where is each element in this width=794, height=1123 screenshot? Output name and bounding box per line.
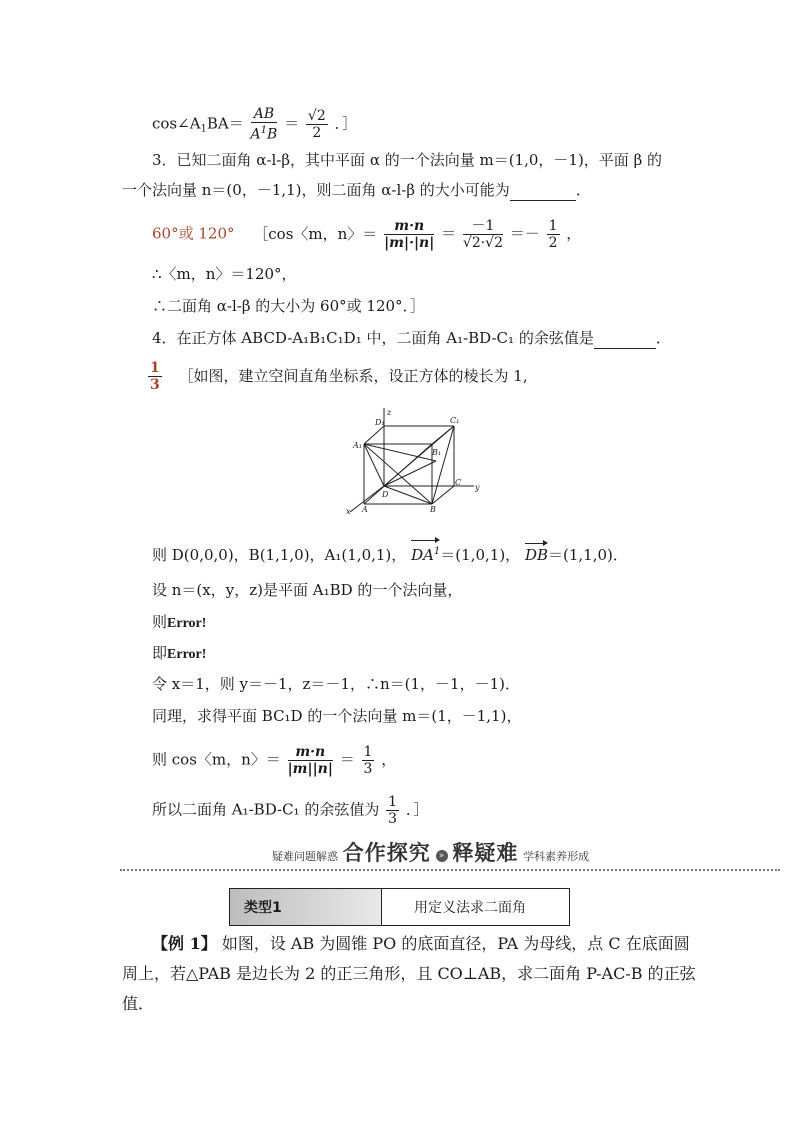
- label-a: A: [362, 505, 368, 514]
- frac-mn: $\frac{m\cdot n}{|m|\cdot|n|}$: [384, 218, 435, 251]
- banner-arrow-icon: »: [436, 850, 448, 862]
- q4-intro: $\frac{1}{3}$ ［如图，建立空间直角坐标系，设正方体的棱长为 1,: [150, 360, 528, 393]
- type-title: 用定义法求二面角: [414, 900, 526, 916]
- banner-rule: [120, 869, 780, 871]
- q4-error1: 则Error!: [152, 613, 207, 631]
- example-line1: 【例 1】 如图，设 AB 为圆锥 PO 的底面直径，PA 为母线，点 C 在底面圆: [152, 934, 690, 953]
- banner-left: 疑难问题解惑: [272, 850, 338, 863]
- frac-final: $\frac{1}{3}$: [388, 794, 398, 827]
- banner-right: 学科素养形成: [523, 850, 590, 863]
- cube-figure: [346, 406, 486, 516]
- label-a1: A₁: [353, 441, 362, 450]
- fraction-sqrt2-2: $\frac{√2}{2}$: [307, 107, 326, 141]
- answer-blank: [510, 180, 576, 201]
- banner-title2: 释疑难: [452, 841, 519, 865]
- label-d: D: [382, 490, 389, 499]
- q4-same: 同理，求得平面 BC₁D 的一个法向量 m＝(1，－1,1)，: [152, 707, 522, 725]
- type-label: 类型1: [244, 900, 282, 916]
- section-banner: [120, 838, 780, 870]
- q4-cos: 则 cos〈m，n〉＝ $\frac{m\cdot n}{|m||n|}$ ＝ $\frac{1}{3}$ ，: [152, 744, 397, 777]
- q3-line1: 3．已知二面角 α-l-β，其中平面 α 的一个法向量 m＝(1,0，－1)，平面 β 的: [152, 151, 663, 169]
- frac-half: $\frac{1}{2}$: [548, 218, 558, 251]
- label-d1: D₁: [375, 418, 385, 427]
- example-line2: 周上，若△PAB 是边长为 2 的正三角形，且 CO⊥AB，求二面角 P-AC-B 的正弦: [122, 964, 696, 983]
- frac-third: $\frac{1}{3}$: [363, 744, 373, 777]
- type-label-cell: [230, 889, 382, 925]
- label-x: x: [346, 507, 351, 516]
- label-b: B: [430, 505, 436, 514]
- example-tag: 【例 1】: [152, 934, 217, 953]
- q4-answer: $\frac{1}{3}$: [150, 360, 160, 393]
- label-c1: C₁: [450, 416, 460, 425]
- vector-db: DB: [524, 546, 549, 564]
- answer-blank: [594, 328, 656, 349]
- label-c: C: [455, 478, 462, 487]
- q3-line2: 一个法向量 n＝(0，－1,1)，则二面角 α-l-β 的大小可能为 ．: [122, 181, 591, 199]
- q3-line4: ∴〈m，n〉＝120°，: [152, 265, 297, 283]
- q4-solve: 令 x＝1，则 y＝－1，z＝－1，∴n＝(1，－1，－1)．: [152, 675, 520, 693]
- q4-normal: 设 n＝(x，y，z)是平面 A₁BD 的一个法向量，: [152, 581, 463, 599]
- label-y: y: [475, 483, 480, 492]
- fraction-ab: $\frac{AB}{A^1B}$: [250, 106, 278, 143]
- q4-final: 所以二面角 A₁-BD-C₁ 的余弦值为 $\frac{1}{3}$ ．］: [152, 794, 429, 827]
- frac-neg1: $\frac{-1}{√2\cdot√2}$: [462, 218, 504, 251]
- label-b1: B₁: [432, 448, 442, 457]
- q3-line5: ∴二面角 α-l-β 的大小为 60°或 120°．］: [152, 297, 426, 315]
- vector-da1: $DA^1$: [411, 542, 440, 565]
- banner-title1: 合作探究: [342, 841, 431, 865]
- type-box: [229, 888, 570, 926]
- cos-angle-line: $\cos\angle A_1BA=$ $\frac{AB}{A^1B}$ ＝ $\frac{√2}{2}$ ．］: [152, 106, 358, 143]
- q4-line1: 4．在正方体 ABCD-A₁B₁C₁D₁ 中，二面角 A₁-BD-C₁ 的余弦值是 ．: [152, 329, 671, 347]
- q4-coords: 则 D(0,0,0)，B(1,1,0)，A₁(1,0,1)， $DA^1=(1,0,1)$， DB＝(1,1,0)．: [152, 542, 628, 565]
- label-z: z: [387, 408, 392, 417]
- q3-solution: 60°或 120° ［cos〈m，n〉＝ $\frac{m\cdot n}{|m|\cdot|n|}$ ＝ $\frac{-1}{√2\cdot√2}$ ＝－ $\frac{1}{2}$ ，: [152, 218, 582, 251]
- q4-error2: 即Error!: [152, 644, 207, 662]
- example-line3: 值．: [122, 994, 155, 1013]
- q3-answer: 60°或 120°: [152, 224, 235, 243]
- frac-cos: $\frac{m\cdot n}{|m||n|}$: [287, 744, 333, 777]
